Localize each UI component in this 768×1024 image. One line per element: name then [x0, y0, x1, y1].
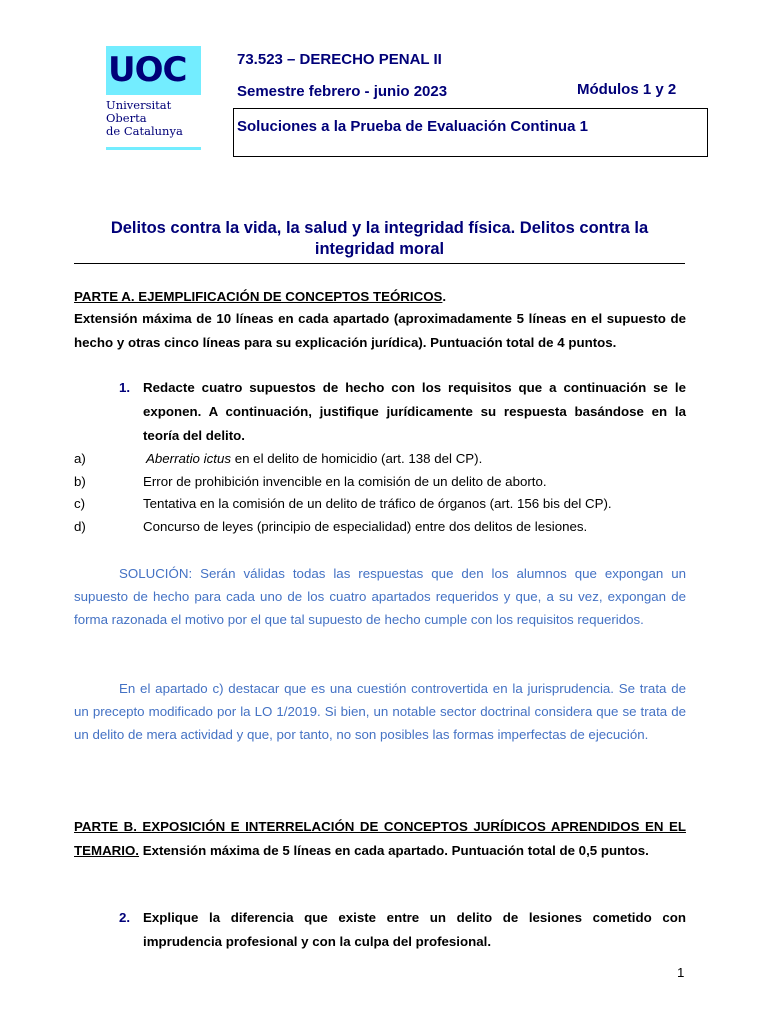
logo-line-3: de Catalunya: [106, 124, 183, 138]
course-code: 73.523 – DERECHO PENAL II: [237, 51, 442, 68]
question-2-text: Explique la diferencia que existe entre un delito de lesiones cometido con imprudencia profesional y con la culpa del profesional.: [143, 910, 686, 949]
solutions-heading: Soluciones a la Prueba de Evaluación Continua 1: [237, 118, 588, 135]
part-b-heading: [74, 815, 686, 863]
list-item-letter: d): [74, 519, 86, 534]
part-a-heading-end: .: [442, 289, 447, 304]
list-item-italic: Aberratio ictus: [146, 451, 231, 466]
solution-paragraph-1: SOLUCIÓN: Serán válidas todas las respuestas que den los alumnos que expongan un supuesto de hecho para cada uno de los cuatro apartados requeridos y que, a su vez, expongan de forma razonada el motivo por el que tal supuesto de hecho cumple con los requisitos requeridos.: [74, 566, 686, 627]
part-a-heading-text: PARTE A. EJEMPLIFICACIÓN DE CONCEPTOS TEÓRICOS: [74, 289, 443, 304]
list-item-text: Tentativa en la comisión de un delito de tráfico de órganos (art. 156 bis del CP).: [143, 496, 612, 511]
semester: Semestre febrero - junio 2023: [237, 83, 448, 100]
question-1-number: 1.: [119, 380, 131, 395]
solution-paragraph-2: En el apartado c) destacar que es una cuestión controvertida en la jurisprudencia. Se trata de un precepto modificado por la LO 1/2019. Si bien, un notable sector doctrinal considera que se trata de un delito de mera actividad y que, por tanto, no son posibles las formas imperfectas de ejecución.: [74, 681, 686, 742]
list-item-letter: a): [74, 451, 86, 466]
list-item-rest: en el delito de homicidio (art. 138 del CP).: [231, 451, 483, 466]
logo-line-2: Oberta: [106, 111, 147, 125]
document-title: Delitos contra la vida, la salud y la integridad física. Delitos contra la integridad moral: [74, 218, 685, 264]
part-a-heading: [74, 285, 446, 309]
logo-line-1: Universitat: [106, 98, 172, 112]
modules: Módulos 1 y 2: [577, 81, 677, 98]
uoc-logo: [106, 46, 201, 150]
question-2-number: 2.: [119, 910, 131, 925]
question-1-text: Redacte cuatro supuestos de hecho con los requisitos que a continuación se le exponen. A continuación, justifique jurídicamente su respuesta basándose en la teoría del delito.: [143, 380, 686, 443]
logo-text: [106, 99, 183, 138]
solutions-box: [233, 108, 708, 157]
list-item-letter: b): [74, 474, 86, 489]
list-item-letter: c): [74, 496, 86, 511]
part-a-description: Extensión máxima de 10 líneas en cada apartado (aproximadamente 5 líneas en el supuesto de hecho y otras cinco líneas para su explicación jurídica). Puntuación total de 4 puntos.: [74, 311, 686, 350]
list-item-text: Concurso de leyes (principio de especialidad) entre dos delitos de lesiones.: [143, 519, 588, 534]
logo-underline: [106, 147, 201, 150]
page-number: 1: [677, 965, 685, 980]
logo-block: [106, 46, 201, 95]
part-b-heading-text: PARTE B. EXPOSICIÓN E INTERRELACIÓN DE CONCEPTOS JURÍDICOS APRENDIDOS EN EL TEMARIO.: [74, 819, 686, 858]
list-item-text: Error de prohibición invencible en la comisión de un delito de aborto.: [143, 474, 547, 489]
logo-letters: UOC: [108, 50, 187, 90]
part-b-description: Extensión máxima de 5 líneas en cada apartado. Puntuación total de 0,5 puntos.: [139, 843, 649, 858]
list-item-text: [146, 450, 482, 468]
